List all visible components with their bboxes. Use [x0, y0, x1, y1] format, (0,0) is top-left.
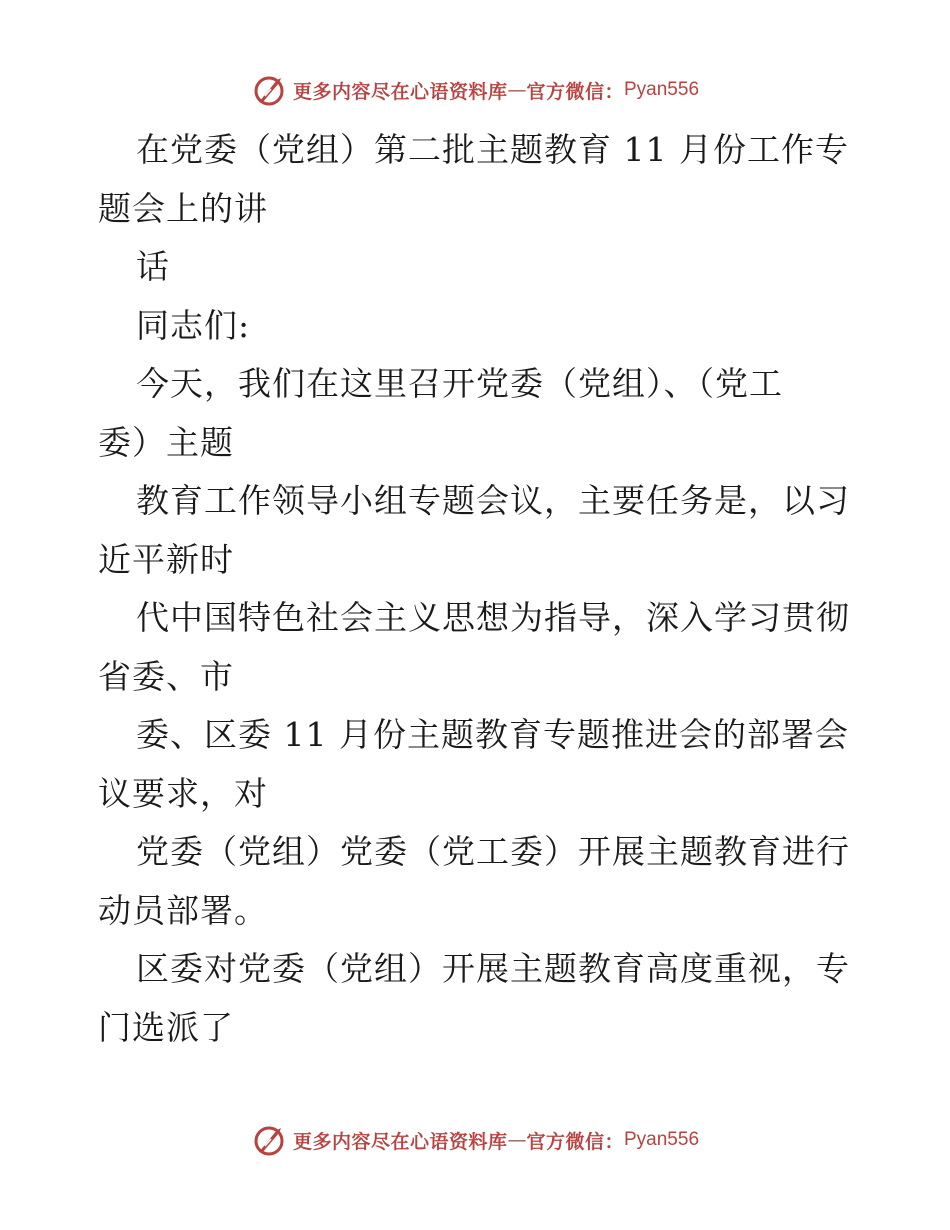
paragraph-line: 区委对党委（党组）开展主题教育高度重视，专 [136, 949, 850, 988]
document-body [98, 121, 858, 1057]
paragraph-line: 教育工作领导小组专题会议，主要任务是，以习 [136, 481, 850, 520]
banner-separator: — [507, 1129, 527, 1151]
quill-pen-seal-icon [251, 72, 287, 108]
paragraph-line: 门选派了 [98, 1007, 234, 1047]
banner-slogan: 更多内容尽在心语资料库 [292, 1130, 508, 1153]
paragraph-line: 今天，我们在这里召开党委（党组）、（党工 [136, 364, 783, 403]
paragraph-line: 近平新时 [98, 539, 234, 579]
paragraph-line: 动员部署。 [98, 890, 268, 930]
salutation: 同志们: [136, 305, 251, 345]
banner-separator: — [507, 79, 527, 101]
paragraph-line: 党委（党组）党委（党工委）开展主题教育进行 [136, 832, 850, 871]
quill-pen-seal-icon [251, 1122, 287, 1158]
paragraph-line: 委）主题 [98, 422, 234, 462]
paragraph-line: 省委、市 [98, 656, 234, 696]
banner-contact-id: Pyan556 [624, 79, 700, 100]
banner-contact-label: 官方微信： [526, 80, 624, 103]
document-title-line-3: 话 [136, 247, 170, 286]
header-banner [0, 70, 950, 110]
document-title-line-1: 在党委（党组）第二批主题教育 11 月份工作专 [136, 130, 849, 169]
document-title-line-2: 题会上的讲 [98, 188, 268, 228]
banner-contact-id: Pyan556 [624, 1129, 700, 1150]
banner-contact-label: 官方微信： [526, 1130, 624, 1153]
paragraph-line: 代中国特色社会主义思想为指导，深入学习贯彻 [136, 598, 850, 637]
banner-slogan: 更多内容尽在心语资料库 [292, 80, 508, 103]
footer-banner [0, 1120, 950, 1160]
paragraph-line: 委、区委 11 月份主题教育专题推进会的部署会 [136, 715, 849, 754]
paragraph-line: 议要求，对 [98, 773, 268, 813]
